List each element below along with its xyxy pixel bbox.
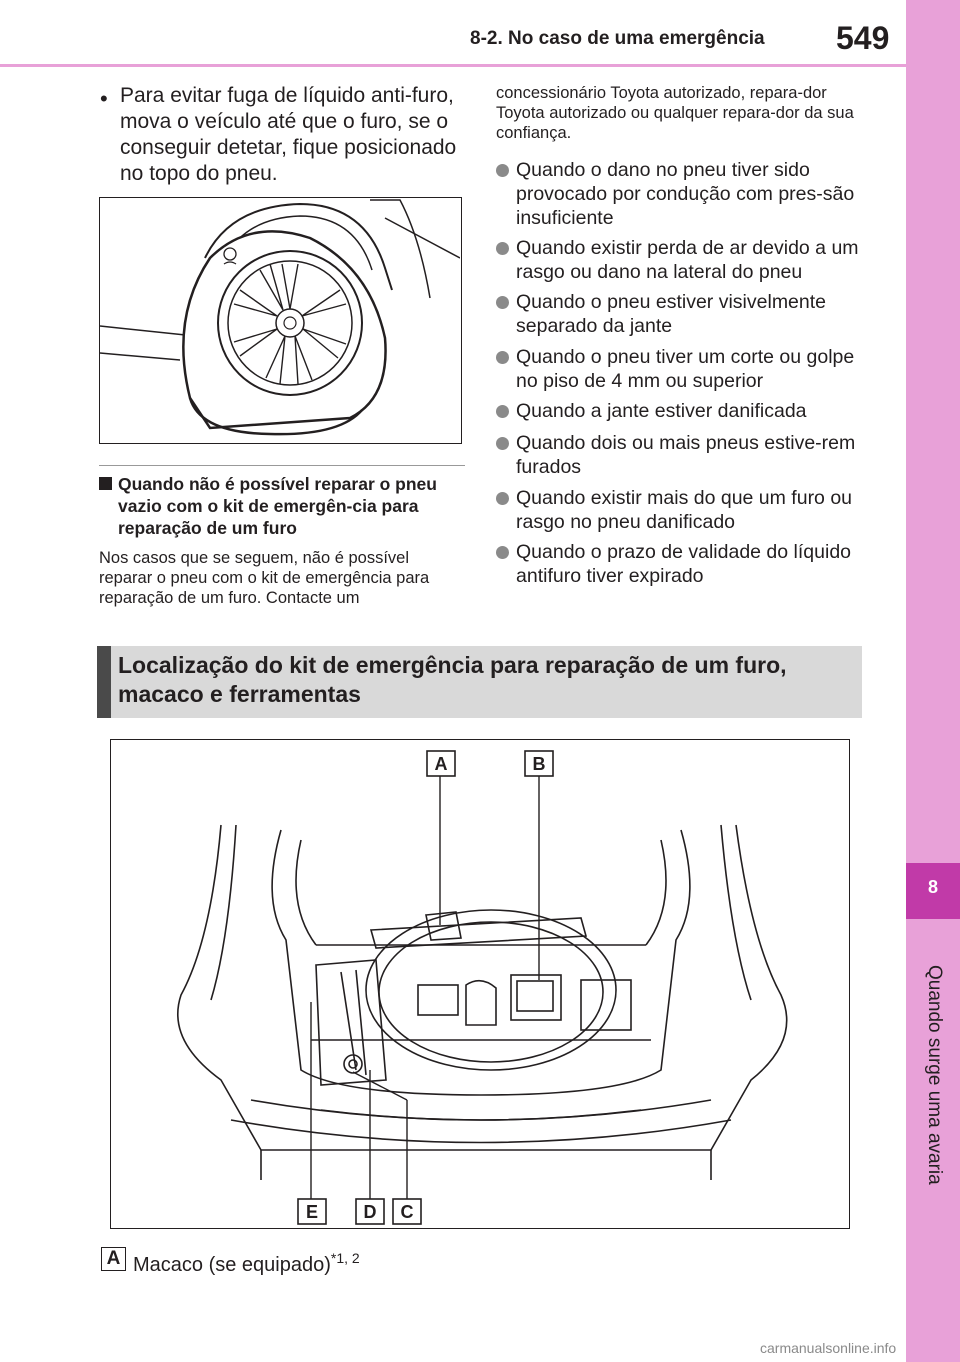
subheading: Quando não é possível reparar o pneu vazio com o kit de emergên-cia para reparação de um furo (118, 474, 437, 538)
footnote-ref: *1, 2 (330, 1250, 360, 1266)
flat-tire-drawing (100, 198, 460, 442)
header-rule (0, 64, 906, 67)
chapter-title: Quando surge uma avaria (924, 965, 945, 1185)
bullet-dot-icon (496, 296, 509, 309)
paragraph-left: Nos casos que se seguem, não é possível reparar o pneu com o kit de emergência para reparação de um furo. Contacte um (99, 549, 430, 607)
section-heading: Localização do kit de emergência para reparação de um furo, macaco e ferramentas (118, 652, 787, 707)
bullet-marker: • (100, 86, 108, 111)
bullet-dot-icon (496, 405, 509, 418)
bullet-dot-icon (496, 164, 509, 177)
chapter-number: 8 (927, 877, 938, 897)
callout-a: A (434, 754, 448, 774)
trunk-drawing (111, 740, 848, 1227)
flat-tire-illustration (99, 197, 462, 444)
bullet-dot-icon (496, 242, 509, 255)
section-heading-bar (97, 646, 111, 718)
page-number: 549 (836, 20, 890, 56)
trunk-tools-illustration (110, 739, 850, 1229)
section-title: 8-2. No caso de uma emergência (470, 28, 765, 49)
subheading-square-marker (99, 477, 112, 490)
bullet-dot-icon (496, 437, 509, 450)
item-text: Macaco (se equipado)$^{*1, 2}$ (133, 1250, 360, 1276)
callout-e: E (305, 1202, 319, 1222)
bullet-dot-icon (496, 492, 509, 505)
callout-b: B (532, 754, 546, 774)
watermark: carmanualsonline.info (760, 1340, 897, 1356)
bullet-dot-icon (496, 351, 509, 364)
callout-d: D (363, 1202, 377, 1222)
bullet-text: Para evitar fuga de líquido anti-furo, mova o veículo até que o furo, se o conseguir detetar, fique posicionado no topo do pneu. (120, 84, 457, 185)
item-label: A (106, 1248, 121, 1269)
bullet-dot-icon (496, 546, 509, 559)
callout-c: C (400, 1202, 414, 1222)
subsection-divider (99, 465, 465, 466)
paragraph-right: concessionário Toyota autorizado, repara-dor Toyota autorizado ou qualquer repara-dor da sua confiança. (496, 84, 854, 142)
